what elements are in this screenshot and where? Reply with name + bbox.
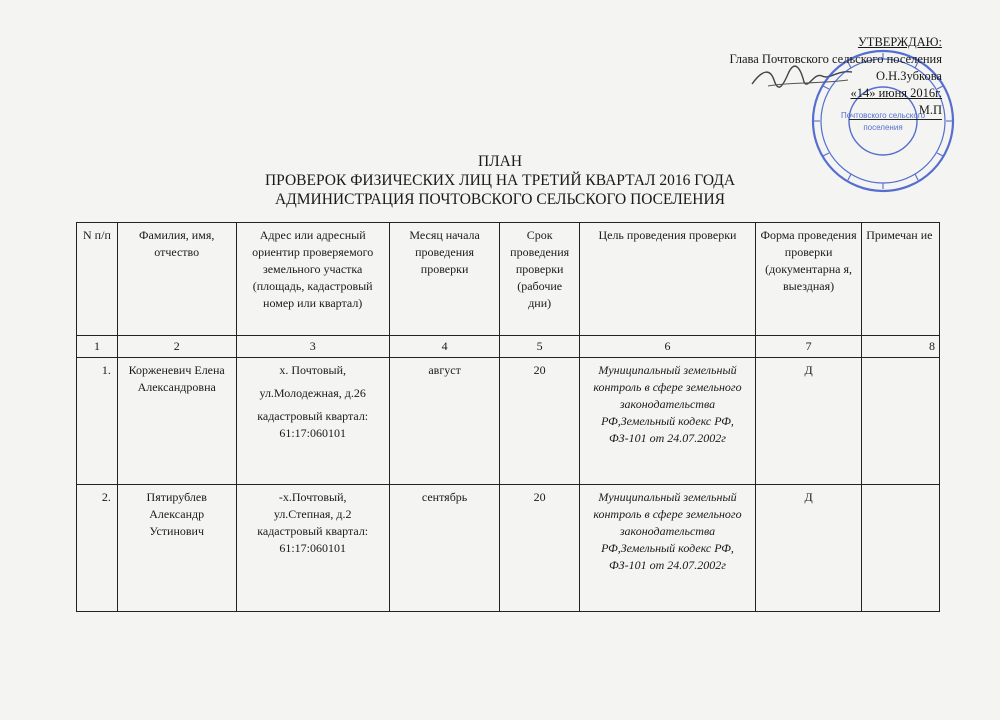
column-number: 7 [755,336,861,358]
inspection-plan-table [76,222,940,612]
duration-days: 20 [500,358,580,485]
address-line: -х.Почтовый, [278,490,347,504]
inspection-form: Д [755,485,861,612]
approval-block [729,34,942,120]
column-number: 3 [236,336,389,358]
approve-label: УТВЕРЖДАЮ: [857,35,942,49]
note-cell [862,485,940,612]
address-line: ул.Степная, д.2 [273,507,352,521]
column-number: 2 [117,336,236,358]
inspection-goal: Муниципальный земельный контроль в сфере земельного законодательства РФ,Земельный кодекс РФ, ФЗ-101 от 24.07.2002г [580,485,756,612]
seal-place-label: М.П [849,102,942,120]
cadastral-quarter: кадастровый квартал: 61:17:060101 [257,524,369,555]
title-line3: АДМИНИСТРАЦИЯ ПОЧТОВСКОГО СЕЛЬСКОГО ПОСЕЛЕНИЯ [274,191,725,208]
document-title [0,152,1000,209]
inspection-form: Д [755,358,861,485]
start-month: август [389,358,499,485]
person-name: Пятирублев Александр Устинович [117,485,236,612]
row-index: 2. [77,485,118,612]
header-form: Форма проведения проверки (документарна я, выездная) [755,223,861,336]
address-cell [236,485,389,612]
address-cell [236,358,389,485]
header-address: Адрес или адресный ориентир проверяемого земельного участка (площадь, кадастровый номер или квартал) [236,223,389,336]
header-goal: Цель проведения проверки [580,223,756,336]
stamp-center-line1: Почтовского сельского [840,111,926,120]
header-full-name: Фамилия, имя, отчество [117,223,236,336]
stamp-center-line2: поселения [863,123,903,132]
header-duration: Срок проведения проверки (рабочие дни) [500,223,580,336]
row-index: 1. [77,358,118,485]
header-number: N п/п [77,223,118,336]
column-number: 8 [862,336,940,358]
column-number: 4 [389,336,499,358]
header-start-month: Месяц начала проведения проверки [389,223,499,336]
duration-days: 20 [500,485,580,612]
cadastral-quarter: кадастровый квартал: 61:17:060101 [257,409,369,440]
table-header-row [77,223,940,336]
title-line1: ПЛАН [477,153,523,170]
title-line2: ПРОВЕРОК ФИЗИЧЕСКИХ ЛИЦ НА ТРЕТИЙ КВАРТАЛ 2016 ГОДА [264,172,736,189]
approval-date: «14» июня 2016г. [850,86,942,100]
inspection-goal: Муниципальный земельный контроль в сфере земельного законодательства РФ,Земельный кодекс РФ, ФЗ-101 от 24.07.2002г [580,358,756,485]
table-row [77,485,940,612]
column-number: 6 [580,336,756,358]
approver-position: Глава Почтовского сельского поселения [729,52,942,66]
person-name: Корженевич Елена Александровна [117,358,236,485]
note-cell [862,358,940,485]
approver-name: О.Н.Зубкова [876,69,942,83]
start-month: сентябрь [389,485,499,612]
table-row [77,358,940,485]
column-number: 5 [500,336,580,358]
header-note: Примечан ие [862,223,940,336]
column-number: 1 [77,336,118,358]
address-line: х. Почтовый, [279,363,346,377]
column-number-row [77,336,940,358]
address-line: ул.Молодежная, д.26 [259,386,366,400]
